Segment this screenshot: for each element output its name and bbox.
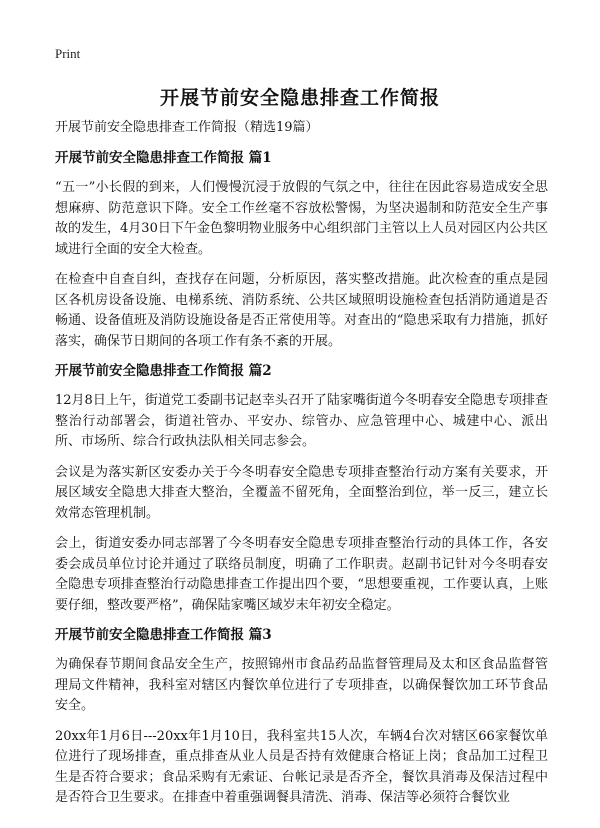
section-heading-3: 开展节前安全隐患排查工作简报 篇3 — [55, 627, 272, 643]
paragraph: 12月8日上午，街道党工委副书记赵幸头召开了陆家嘴街道今冬明春安全隐患专项排查整治行动部署会，街道社管办、平安办、综管办、应急管理中心、城建中心、派出所、市场所、综合行政执法队相关同志参会。 — [55, 393, 548, 449]
paragraph: 20xx年1月6日---20xx年1月10日，我科室共15人次，车辆4台次对辖区66家餐饮单位进行了现场排查，重点排查从业人员是否持有效健康合格证上岗；食品加工过程卫生是否符合要求；食品采购有无索证、台帐记录是否齐全，餐饮具消毒及保洁过程中是否符合卫生要求。在排查中着重强调餐具清洗、消毒、保洁等必须符合餐饮业 — [55, 728, 548, 805]
document-subtitle: 开展节前安全隐患排查工作简报（精选19篇） — [55, 120, 319, 135]
document-body — [55, 118, 548, 819]
paragraph: 会上，街道安委办同志部署了今冬明春安全隐患专项排查整治行动的具体工作，各安委会成员单位讨论并通过了联络员制度，明确了工作职责。赵副书记针对今冬明春安全隐患专项排查整治行动隐患排查工作提出四个要，“思想要重视，工作要认真，上账要仔细，整改要严格”，确保陆家嘴区域岁末年初安全稳定。 — [55, 536, 548, 613]
print-link[interactable]: Print — [55, 46, 81, 61]
section-heading-1: 开展节前安全隐患排查工作简报 篇1 — [55, 150, 272, 166]
section-heading-2: 开展节前安全隐患排查工作简报 篇2 — [55, 363, 272, 379]
paragraph: 在检查中自查自纠，查找存在问题，分析原因，落实整改措施。此次检查的重点是园区各机房设备设施、电梯系统、消防系统、公共区域照明设施检查包括消防通道是否畅通、设备值班及消防设施设备是否正常使用等。对查出的“隐患采取有力措施，抓好落实，确保节日期间的各项工作有条不紊的开展。 — [55, 272, 548, 349]
paragraph: “五一”小长假的到来，人们慢慢沉浸于放假的气氛之中，往往在因此容易造成安全思想麻痹、防范意识下降。安全工作丝毫不容放松警惕，为坚决遏制和防范安全生产事故的发生，4月30日下午金色黎明物业服务中心组织部门主管以上人员对园区内公共区域进行全面的安全大检查。 — [55, 180, 548, 257]
paragraph: 为确保春节期间食品安全生产，按照锦州市食品药品监督管理局及太和区食品监督管理局文件精神，我科室对辖区内餐饮单位进行了专项排查，以确保餐饮加工环节食品安全。 — [55, 657, 548, 713]
paragraph: 会议是为落实新区安委办关于今冬明春安全隐患专项排查整治行动方案有关要求，开展区域安全隐患大排查大整治，全覆盖不留死角，全面整治到位，举一反三，建立长效常态管理机制。 — [55, 464, 548, 521]
page-title: 开展节前安全隐患排查工作简报 — [159, 87, 440, 109]
